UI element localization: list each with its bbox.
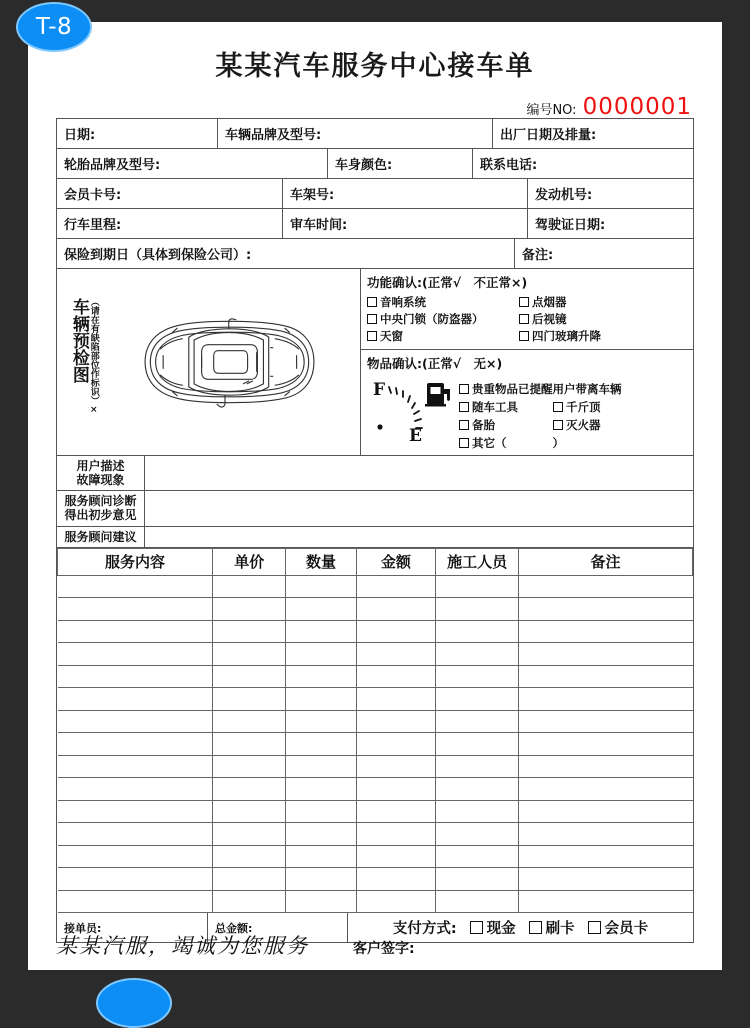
checkbox-fire-extinguisher[interactable]: [553, 417, 601, 433]
checkbox-box-icon[interactable]: [553, 402, 563, 412]
col-header-unit-price: 单价: [213, 548, 286, 575]
table-cell[interactable]: [356, 868, 436, 891]
checkbox-vehicle-tools[interactable]: [459, 399, 541, 415]
table-cell[interactable]: [518, 778, 692, 801]
table-row: [58, 710, 693, 733]
table-cell[interactable]: [356, 710, 436, 733]
table-cell[interactable]: [58, 575, 213, 598]
table-cell[interactable]: [286, 868, 356, 891]
goods-row-4: [459, 435, 622, 451]
table-cell[interactable]: [518, 665, 692, 688]
table-cell[interactable]: [213, 800, 286, 823]
table-cell[interactable]: [213, 890, 286, 913]
checkbox-cigarette-lighter[interactable]: [519, 294, 601, 310]
table-cell[interactable]: [213, 620, 286, 643]
field-vin-label: 车架号:: [282, 179, 527, 208]
table-cell[interactable]: [213, 710, 286, 733]
table-cell[interactable]: [286, 598, 356, 621]
table-cell[interactable]: [286, 575, 356, 598]
table-row: [58, 845, 693, 868]
service-table-header-row: [58, 548, 693, 575]
table-cell[interactable]: [58, 868, 213, 891]
table-cell[interactable]: [58, 845, 213, 868]
service-table-body: [58, 575, 693, 913]
company-slogan: 某某汽服，竭诚为您服务: [56, 934, 309, 958]
checkbox-label: 备胎: [472, 418, 495, 432]
serial-number-line: [28, 94, 722, 120]
field-member-card-label: 会员卡号:: [64, 188, 122, 203]
service-table: [57, 548, 693, 914]
table-row: [58, 800, 693, 823]
table-cell[interactable]: [356, 823, 436, 846]
checkbox-box-icon[interactable]: [459, 402, 469, 412]
customer-signature-label: 客户签字:: [353, 941, 415, 957]
info-row-5: [57, 239, 693, 269]
table-cell[interactable]: [518, 868, 692, 891]
checkbox-window-lift[interactable]: [519, 328, 601, 344]
table-cell[interactable]: [436, 688, 519, 711]
table-cell[interactable]: [286, 823, 356, 846]
table-cell[interactable]: [213, 755, 286, 778]
checks-cell: [360, 269, 693, 455]
table-cell[interactable]: [518, 845, 692, 868]
table-cell[interactable]: [436, 575, 519, 598]
checkbox-box-icon[interactable]: [367, 331, 377, 341]
table-cell[interactable]: [436, 733, 519, 756]
field-inspection-time-label: 审车时间:: [282, 209, 527, 238]
table-cell[interactable]: [518, 890, 692, 913]
payment-option-label: 刷卡: [545, 921, 575, 938]
description-value-diagnosis[interactable]: [145, 491, 693, 525]
table-cell[interactable]: [213, 598, 286, 621]
field-brand-model-label: 车辆品牌及型号:: [217, 119, 492, 148]
checkbox-label: 天窗: [380, 329, 403, 343]
table-cell[interactable]: [58, 778, 213, 801]
checkbox-audio-system[interactable]: [367, 294, 519, 310]
form-table: [56, 118, 694, 943]
table-cell[interactable]: [518, 755, 692, 778]
checkbox-other[interactable]: [459, 435, 564, 451]
table-row: [58, 890, 693, 913]
checkbox-box-icon[interactable]: [459, 438, 469, 448]
field-phone-label: 联系电话:: [472, 149, 693, 178]
inspection-band: [57, 269, 693, 456]
field-date-label: 日期:: [64, 128, 96, 143]
function-check-title: 功能确认:(正常√ 不正常×): [367, 275, 528, 290]
sample-badge-top: [16, 2, 92, 52]
vehicle-inspection-diagram-cell: [57, 269, 360, 455]
table-cell[interactable]: [58, 710, 213, 733]
table-row: [58, 688, 693, 711]
table-cell[interactable]: [356, 845, 436, 868]
checkbox-sunroof[interactable]: [367, 328, 519, 344]
table-row: [58, 868, 693, 891]
table-cell[interactable]: [436, 620, 519, 643]
table-cell[interactable]: [518, 733, 692, 756]
table-cell[interactable]: [286, 643, 356, 666]
function-check-grid: [367, 294, 687, 344]
checkbox-jack[interactable]: [553, 399, 601, 415]
table-row: [58, 575, 693, 598]
total-amount-field: 总金额:: [207, 913, 347, 942]
field-body-color-label: 车身颜色:: [327, 149, 472, 178]
table-row: [58, 733, 693, 756]
table-cell[interactable]: [286, 845, 356, 868]
table-row: [58, 778, 693, 801]
function-check-section: [361, 269, 693, 350]
description-row-customer: [57, 456, 693, 491]
fuel-gauge-icon: [367, 375, 459, 447]
checkbox-rearview-mirror[interactable]: [519, 311, 601, 327]
function-check-column-left: [367, 294, 519, 344]
table-cell[interactable]: [356, 800, 436, 823]
field-engine-no-label: 发动机号:: [527, 179, 693, 208]
checkbox-box-icon[interactable]: [519, 297, 529, 307]
checkbox-box-icon[interactable]: [459, 384, 469, 394]
svg-text:E: E: [409, 426, 422, 446]
table-cell[interactable]: [518, 688, 692, 711]
table-cell[interactable]: [356, 620, 436, 643]
label-line-1: 用户描述: [76, 459, 125, 473]
goods-row-3: [459, 417, 622, 433]
table-cell[interactable]: [286, 890, 356, 913]
table-cell[interactable]: [286, 778, 356, 801]
col-header-remark: 备注: [518, 548, 692, 575]
table-cell[interactable]: [58, 823, 213, 846]
sample-badge-label: T-8: [35, 14, 73, 40]
table-cell[interactable]: [213, 665, 286, 688]
table-cell[interactable]: [58, 598, 213, 621]
table-cell[interactable]: [356, 733, 436, 756]
checkbox-box-icon[interactable]: [367, 314, 377, 324]
table-cell[interactable]: [356, 778, 436, 801]
table-cell[interactable]: [436, 845, 519, 868]
field-tire-brand-label: 轮胎品牌及型号:: [64, 158, 161, 173]
table-cell[interactable]: [436, 778, 519, 801]
table-cell[interactable]: [436, 665, 519, 688]
col-header-amount: 金额: [356, 548, 436, 575]
vehicle-diagram-title: 车辆预检图: [68, 298, 89, 383]
table-cell[interactable]: [286, 665, 356, 688]
label-line-1: 服务顾问诊断: [64, 494, 137, 509]
description-row-diagnosis: [57, 491, 693, 526]
table-cell[interactable]: [356, 643, 436, 666]
field-remark-label: 备注:: [514, 239, 693, 268]
table-cell[interactable]: [356, 890, 436, 913]
table-cell[interactable]: [213, 733, 286, 756]
field-mileage-label: 行车里程:: [64, 218, 122, 233]
table-row: [58, 755, 693, 778]
goods-row-1: [459, 381, 622, 397]
table-cell[interactable]: [286, 755, 356, 778]
table-cell[interactable]: [213, 778, 286, 801]
goods-check-section: [361, 350, 693, 455]
table-cell[interactable]: [436, 868, 519, 891]
description-label-customer: [57, 456, 145, 490]
checkbox-box-icon[interactable]: [553, 420, 563, 430]
table-row: [58, 598, 693, 621]
checkbox-valuables-reminded[interactable]: [459, 381, 622, 397]
table-cell[interactable]: [58, 620, 213, 643]
info-row-2: [57, 149, 693, 179]
table-cell[interactable]: [436, 800, 519, 823]
checkbox-box-icon[interactable]: [519, 331, 529, 341]
payment-option-label: 会员卡: [604, 921, 649, 938]
table-cell[interactable]: [213, 643, 286, 666]
table-cell[interactable]: [436, 890, 519, 913]
label-line-1: 服务顾问建议: [64, 529, 137, 544]
table-cell[interactable]: [286, 688, 356, 711]
col-header-technician: 施工人员: [436, 548, 519, 575]
bottom-row: [56, 930, 694, 960]
description-label-diagnosis: [57, 491, 145, 525]
checkbox-box-icon[interactable]: [519, 314, 529, 324]
svg-text:F: F: [373, 380, 386, 400]
checkbox-label: 四门玻璃升降: [532, 329, 601, 343]
checkbox-label: 其它（ ）: [472, 436, 564, 450]
col-header-quantity: 数量: [286, 548, 356, 575]
table-cell[interactable]: [286, 710, 356, 733]
clerk-field: 接单员:: [64, 921, 102, 935]
info-row-4: [57, 209, 693, 239]
checkbox-label: 千斤顶: [566, 400, 601, 414]
checkbox-spare-tire[interactable]: [459, 417, 541, 433]
table-cell[interactable]: [58, 755, 213, 778]
table-cell[interactable]: [356, 755, 436, 778]
checkbox-label: 点烟器: [532, 295, 567, 309]
info-row-1: [57, 119, 693, 149]
table-cell[interactable]: [58, 665, 213, 688]
table-cell[interactable]: [436, 643, 519, 666]
sample-badge-bottom: [96, 978, 172, 1028]
checkbox-central-lock[interactable]: [367, 311, 519, 327]
goods-items-list: [459, 375, 622, 451]
table-cell[interactable]: [518, 575, 692, 598]
table-cell[interactable]: [286, 800, 356, 823]
goods-row-2: [459, 399, 622, 415]
label-line-2: 故障现象: [76, 473, 125, 488]
serial-number-value: 0000001: [582, 94, 692, 120]
field-insurance-expiry-label: 保险到期日（具体到保险公司）:: [64, 248, 252, 263]
checkbox-box-icon[interactable]: [367, 297, 377, 307]
checkbox-label: 随车工具: [472, 400, 518, 414]
checkbox-box-icon[interactable]: [459, 420, 469, 430]
col-header-service: 服务内容: [58, 548, 213, 575]
fuel-pump-icon: [425, 383, 450, 407]
table-cell[interactable]: [286, 733, 356, 756]
form-page: [28, 22, 722, 970]
table-cell[interactable]: [356, 688, 436, 711]
table-cell[interactable]: [518, 620, 692, 643]
description-value-advice[interactable]: [145, 527, 693, 547]
goods-check-title: 物品确认:(正常√ 无×): [367, 356, 503, 371]
checkbox-label: 灭火器: [566, 418, 601, 432]
table-cell[interactable]: [58, 733, 213, 756]
table-row: [58, 665, 693, 688]
serial-number-label: 编号NO:: [526, 103, 577, 118]
checkbox-label: 中央门锁（防盗器）: [380, 312, 484, 326]
table-cell[interactable]: [213, 575, 286, 598]
table-cell[interactable]: [286, 620, 356, 643]
table-cell[interactable]: [518, 598, 692, 621]
table-cell[interactable]: [58, 890, 213, 913]
payment-option-label: 现金: [486, 921, 516, 938]
description-label-advice: [57, 527, 145, 547]
function-check-column-right: [519, 294, 601, 344]
vehicle-diagram-note: （请在有缺陷部位作标识）×: [88, 297, 99, 415]
checkbox-label: 音响系统: [380, 295, 426, 309]
table-cell[interactable]: [436, 710, 519, 733]
page-title: 某某汽车服务中心接车单: [215, 51, 535, 82]
table-cell[interactable]: [436, 823, 519, 846]
table-cell[interactable]: [436, 755, 519, 778]
table-cell[interactable]: [356, 598, 436, 621]
checkbox-label: 后视镜: [532, 312, 567, 326]
table-cell[interactable]: [518, 643, 692, 666]
table-row: [58, 823, 693, 846]
table-cell[interactable]: [58, 643, 213, 666]
table-row: [58, 643, 693, 666]
table-cell[interactable]: [58, 688, 213, 711]
description-value-customer[interactable]: [145, 456, 693, 490]
table-row: [58, 620, 693, 643]
description-row-advice: [57, 527, 693, 548]
info-row-3: [57, 179, 693, 209]
table-cell[interactable]: [58, 800, 213, 823]
table-cell[interactable]: [436, 598, 519, 621]
field-manufacture-date-label: 出厂日期及排量:: [492, 119, 693, 148]
table-cell[interactable]: [518, 800, 692, 823]
table-cell[interactable]: [213, 823, 286, 846]
table-cell[interactable]: [213, 868, 286, 891]
checkbox-label: 贵重物品已提醒用户带离车辆: [472, 382, 622, 396]
payment-method-label: 支付方式:: [392, 921, 457, 938]
car-top-view-icon: [98, 302, 358, 422]
table-cell[interactable]: [356, 575, 436, 598]
table-cell[interactable]: [213, 688, 286, 711]
goods-check-body: [367, 375, 687, 451]
field-license-date-label: 驾驶证日期:: [527, 209, 693, 238]
table-cell[interactable]: [518, 710, 692, 733]
label-line-2: 得出初步意见: [64, 508, 137, 523]
table-cell[interactable]: [356, 665, 436, 688]
table-cell[interactable]: [518, 823, 692, 846]
table-cell[interactable]: [213, 845, 286, 868]
